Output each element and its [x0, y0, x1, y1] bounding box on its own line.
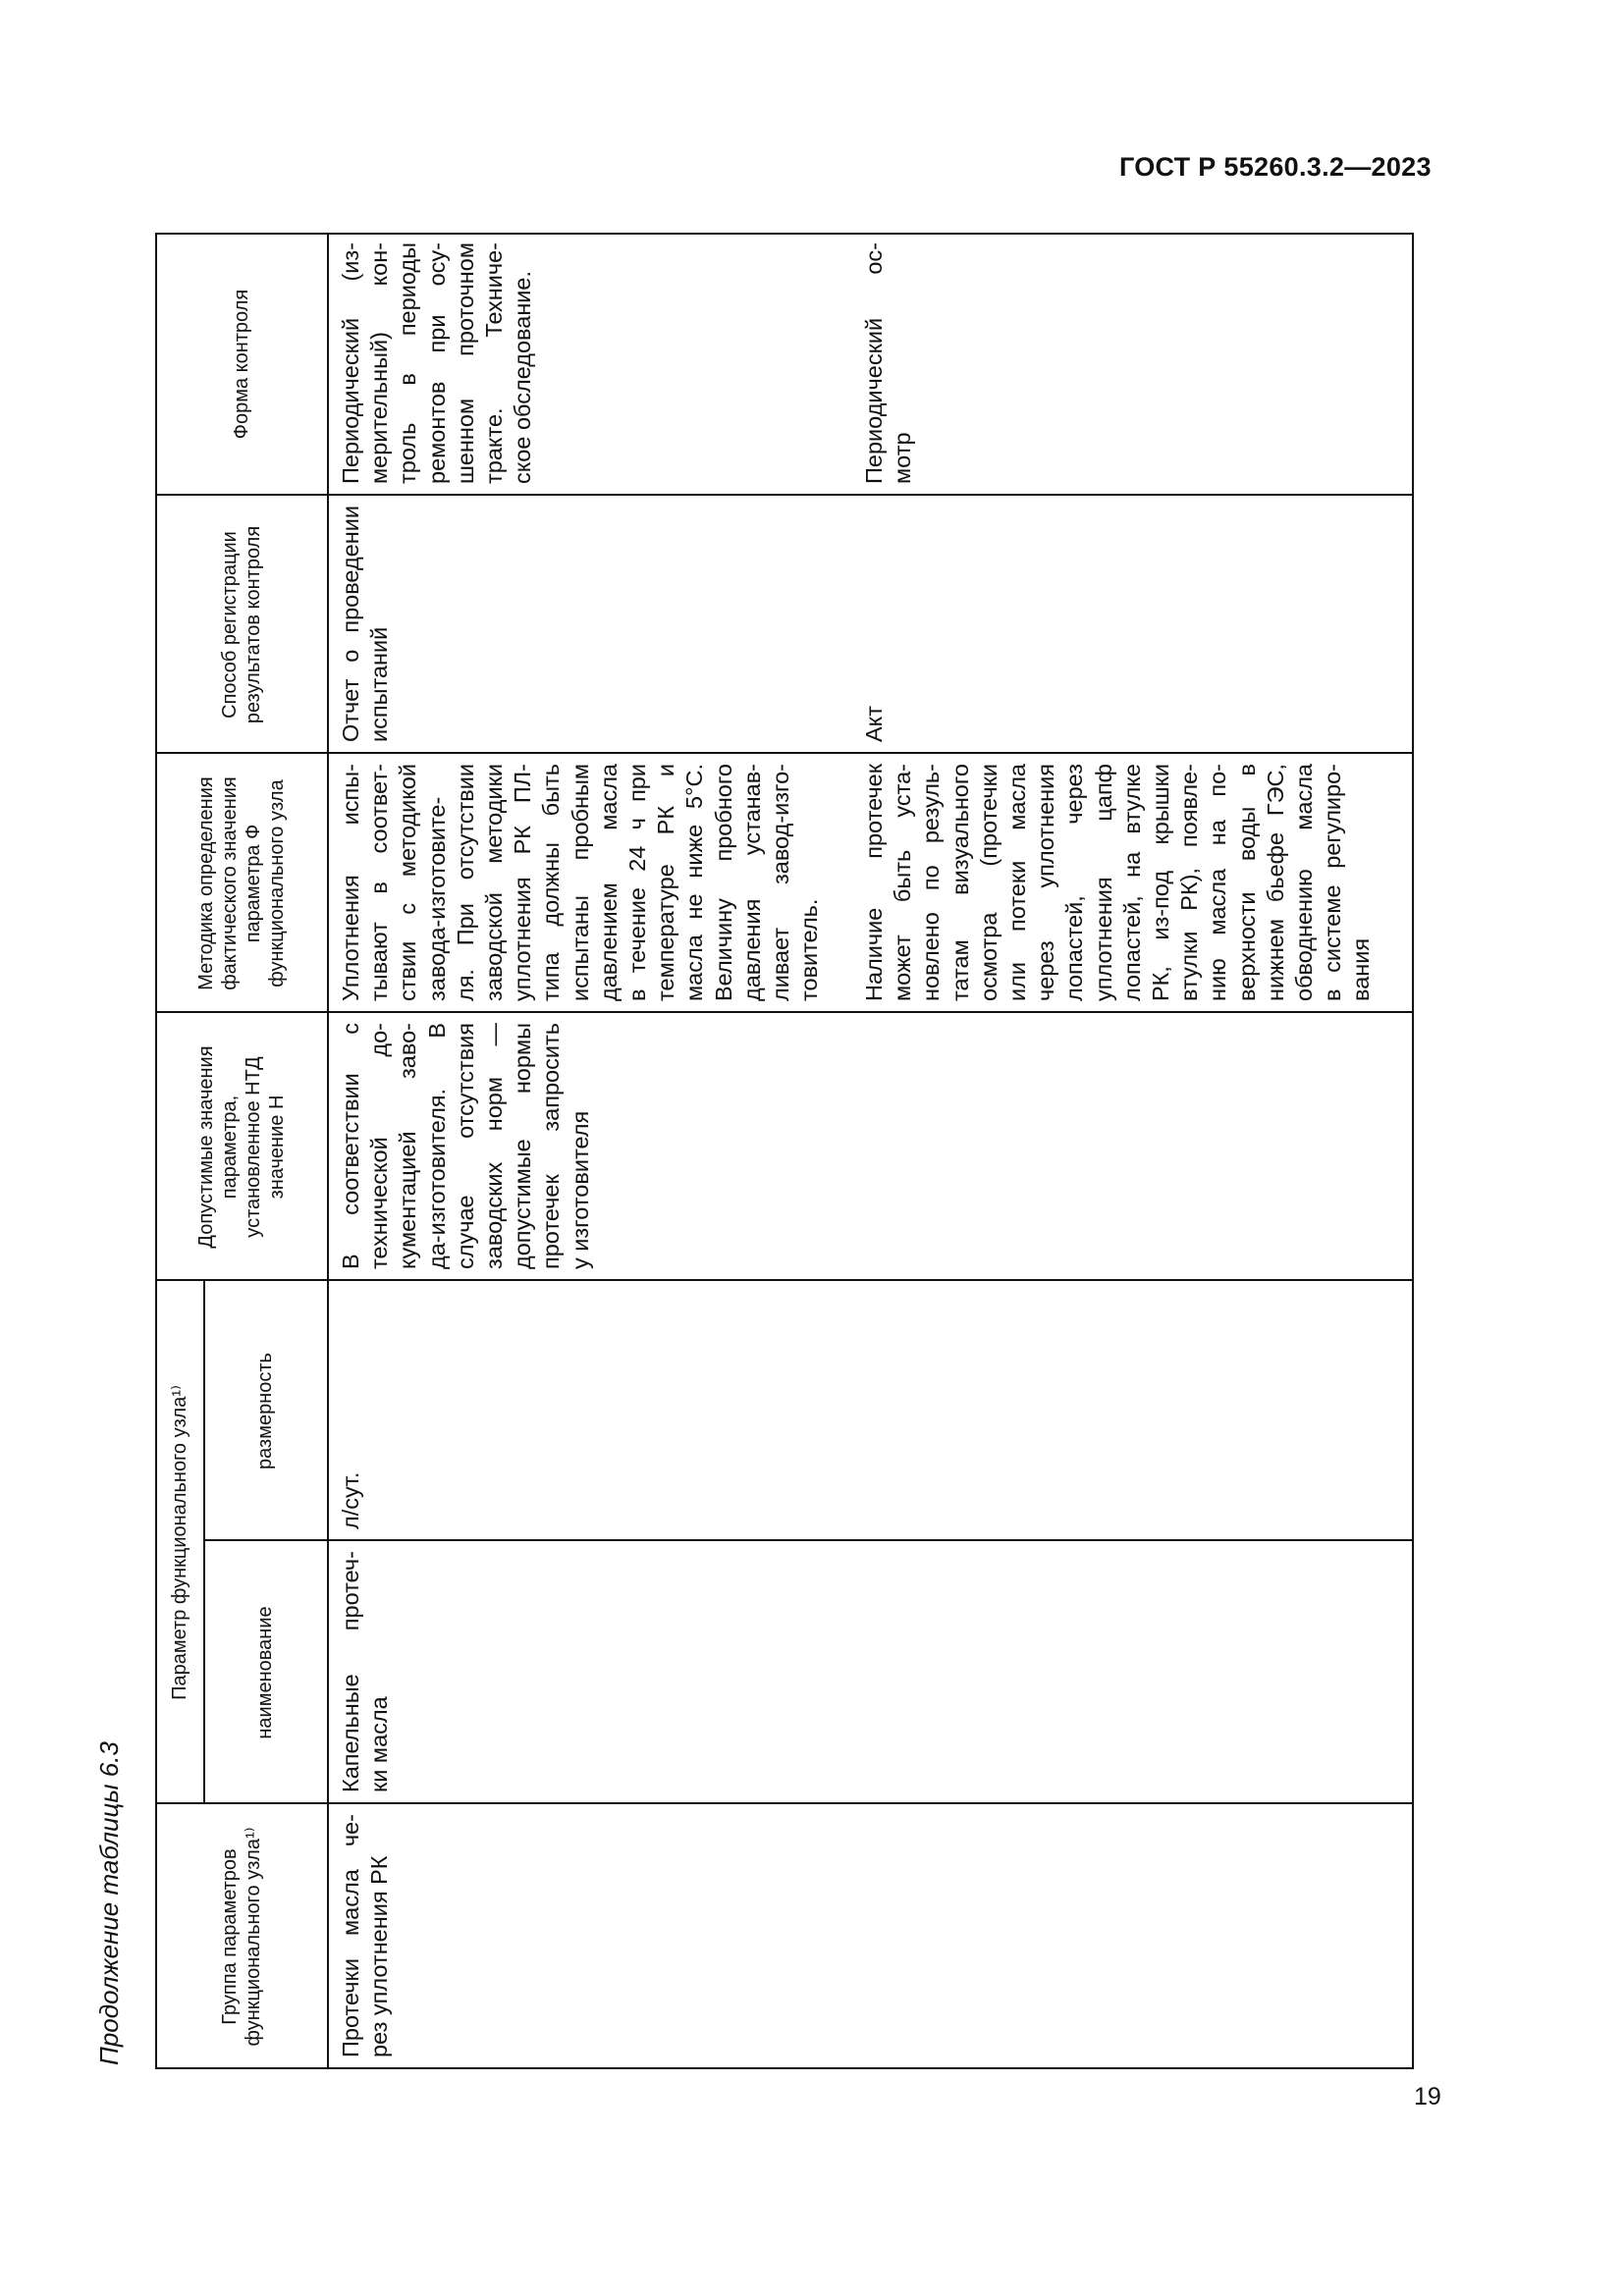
cell-text-line: РК, из-под крышки	[1148, 764, 1174, 1001]
cell-text-line: испытаны пробным	[567, 764, 593, 1001]
header-registration: Способ регистрации результатов контроля	[218, 525, 264, 724]
cell-text-line: вания	[1348, 937, 1375, 1001]
cell-text-line: давлением масла	[595, 764, 622, 1001]
cell-text-line: новлено по резуль-	[918, 764, 945, 1001]
cell-text-line: заводских норм —	[481, 1023, 508, 1269]
cell-text-line: В соответствии с	[338, 1023, 363, 1269]
cell-text-line: втулки РК), появле-	[1176, 764, 1203, 1001]
cell-form	[337, 233, 537, 496]
cell-text-line: лопастей, через	[1061, 764, 1088, 1001]
header-param: Параметр функционального узла¹⁾	[168, 1385, 190, 1700]
cell-text-line: давления устанав-	[738, 764, 765, 1001]
cell-text-line: ливает завод-изго-	[768, 764, 794, 1001]
cell-text-line: заводской методики	[481, 764, 508, 1001]
cell-text-line: лопастей, на втулке	[1118, 764, 1145, 1001]
cell-text-line: осмотра (протечки	[975, 764, 1001, 1001]
cell-text-line: тывают в соответ-	[366, 764, 393, 1001]
cell-text-line: нижнем бьефе ГЭС,	[1262, 764, 1288, 1001]
cell-text-line: допустимые нормы	[510, 1023, 536, 1269]
cell-text-line: кументацией заво-	[395, 1023, 421, 1269]
cell-text-line: ское обследование.	[510, 270, 536, 484]
cell-text-line: Уплотнения испы-	[338, 764, 363, 1001]
header-allowed: Допустимые значения параметра, установленное НТД значение Н	[194, 1045, 288, 1249]
cell-method-2	[860, 754, 1377, 1013]
cell-text-line: татам визуального	[947, 764, 973, 1001]
cell-text-line: у изготовителя	[567, 1110, 593, 1269]
cell-text-line: в течение 24 ч при	[624, 764, 651, 1001]
header-form: Форма контроля	[230, 289, 252, 440]
cell-text-line: может быть уста-	[890, 764, 916, 1001]
cell-text-line: в системе регулиро-	[1320, 764, 1346, 1001]
cell-allowed	[337, 1013, 595, 1281]
cell-text-line: уплотнения РК ПЛ-	[510, 764, 536, 1001]
header-method: Методика определения фактического значения параметра Ф функционального узла	[194, 776, 288, 990]
cell-text-line: ки масла	[366, 1696, 393, 1792]
cell-text-line: Акт	[861, 706, 887, 742]
cell-registration-2	[860, 496, 889, 754]
cell-registration	[337, 496, 394, 754]
cell-text-line: Отчет о проведении	[338, 506, 363, 742]
cell-text-line: ремонтов при осу-	[423, 242, 450, 484]
cell-text-line: температуре РК и	[653, 764, 679, 1001]
cell-text-line: шенном проточном	[452, 242, 478, 484]
cell-text-line: троль в периоды	[395, 242, 421, 484]
header-divider	[327, 233, 329, 2069]
cell-text-line: рез уплотнения РК	[366, 1855, 393, 2057]
cell-name	[337, 1541, 394, 1804]
cell-text-line: Капельные протеч-	[338, 1551, 363, 1792]
header-unit: размерность	[254, 1353, 276, 1469]
header-name: наименование	[254, 1606, 276, 1739]
cell-text-line: уплотнения цапф	[1090, 764, 1116, 1001]
cell-method	[337, 754, 824, 1013]
cell-text-line: Протечки масла че-	[338, 1814, 363, 2057]
cell-text-line: через уплотнения	[1033, 764, 1059, 1001]
cell-form-2	[860, 233, 917, 496]
cell-group	[337, 1804, 394, 2069]
document-code: ГОСТ Р 55260.3.2—2023	[1119, 152, 1432, 182]
cell-text-line: да-изготовителя. В	[423, 1023, 450, 1269]
cell-text-line: л/сут.	[338, 1471, 363, 1529]
rotated-table-area	[94, 233, 1414, 2069]
cell-text-line: случае отсутствия	[452, 1023, 478, 1269]
page-number: 19	[1414, 2083, 1441, 2110]
cell-text-line: обводнению масла	[1291, 764, 1318, 1001]
cell-text-line: Наличие протечек	[861, 764, 887, 1001]
cell-text-line: тракте. Техниче-	[481, 242, 508, 484]
cell-text-line: товитель.	[796, 898, 823, 1001]
table-caption: Продолжение таблицы 6.3	[94, 1741, 124, 2065]
cell-text-line: ствии с методикой	[395, 764, 421, 1001]
cell-text-line: нию масла на по-	[1205, 764, 1231, 1001]
cell-text-line: мотр	[890, 432, 916, 484]
cell-text-line: типа должны быть	[538, 764, 565, 1001]
cell-text-line: протечек запросить	[538, 1023, 565, 1269]
cell-text-line: Величину пробного	[710, 764, 736, 1001]
cell-text-line: технической до-	[366, 1023, 393, 1269]
cell-text-line: завода-изготовите-	[423, 796, 450, 1001]
cell-text-line: масла не ниже 5°С.	[681, 764, 708, 1001]
cell-text-line: ля. При отсутствии	[452, 764, 478, 1001]
cell-text-line: Периодический ос-	[861, 242, 887, 484]
cell-text-line: верхности воды в	[1233, 764, 1260, 1001]
cell-text-line: или потеки масла	[1004, 764, 1031, 1001]
cell-unit	[337, 1281, 365, 1541]
cell-text-line: мерительный) кон-	[366, 242, 393, 484]
cell-text-line: испытаний	[366, 626, 393, 742]
header-group: Группа параметров функционального узла¹⁾	[218, 1827, 264, 2047]
cell-text-line: Периодический (из-	[338, 242, 363, 484]
